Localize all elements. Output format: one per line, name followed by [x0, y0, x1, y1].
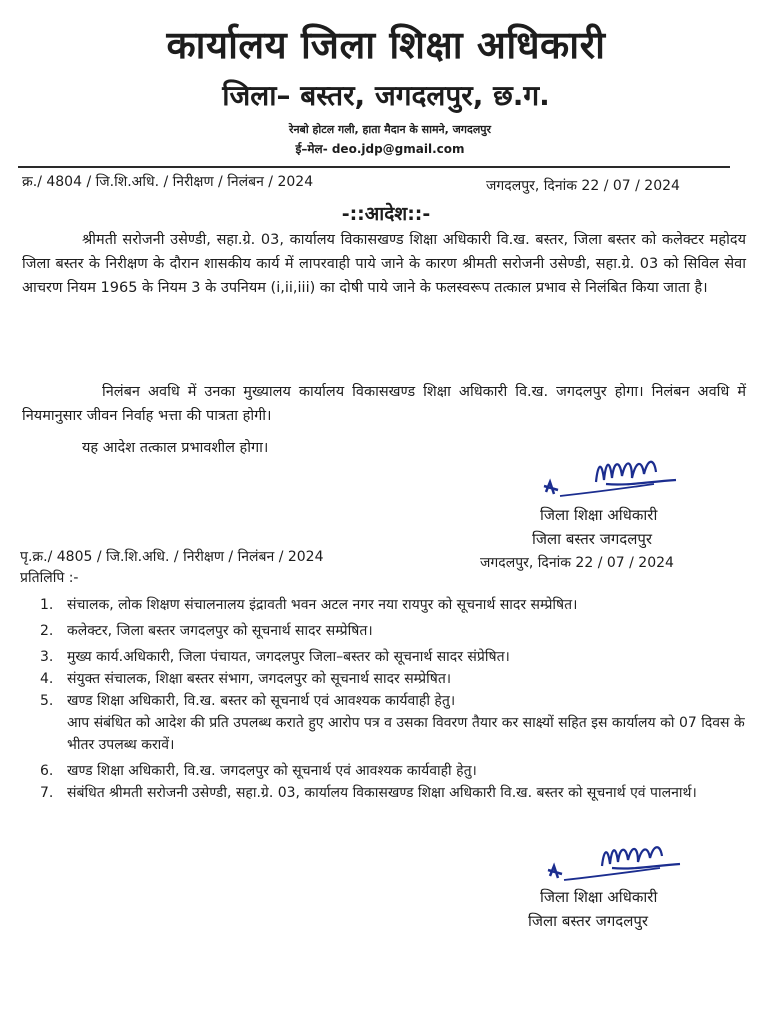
order-signatory-title: जिला शिक्षा अधिकारी	[540, 506, 658, 524]
office-address: रेनबो होटल गली, हाता मैदान के सामने, जगदलपुर	[288, 123, 492, 136]
district-line: जिला– बस्तर, जगदलपुर, छ.ग.	[222, 79, 550, 112]
list-item-text: खण्ड शिक्षा अधिकारी, वि.ख. बस्तर को सूचनार्थ एवं आवश्यक कार्यवाही हेतु।	[67, 693, 456, 709]
list-item-number: 2.	[40, 623, 54, 639]
list-item-number: 4.	[40, 671, 54, 687]
list-item	[40, 760, 740, 782]
order-heading: -::आदेश::-	[341, 203, 431, 225]
list-item	[40, 690, 745, 756]
copy-signatory-place: जिला बस्तर जगदलपुर	[528, 912, 649, 930]
signature-mark	[536, 452, 686, 502]
list-item-number: 7.	[40, 785, 54, 801]
order-signatory-place: जिला बस्तर जगदलपुर	[532, 530, 653, 548]
list-item	[40, 782, 740, 804]
order-date: जगदलपुर, दिनांक 22 / 07 / 2024	[486, 178, 680, 194]
list-item-number: 1.	[40, 597, 54, 613]
copy-signatory-title: जिला शिक्षा अधिकारी	[540, 888, 658, 906]
list-item-continuation: आप संबंधित को आदेश की प्रति उपलब्ध कराते हुए आरोप पत्र व उसका विवरण तैयार कर साक्ष्यों सहित इस कार्यालय को 07 दिवस के भीतर उपलब्ध करावें।	[67, 715, 745, 753]
order-paragraph-3: यह आदेश तत्काल प्रभावशील होगा।	[82, 440, 269, 456]
order-paragraph-1: श्रीमती सरोजनी उसेण्डी, सहा.ग्रे. 03, कार्यालय विकासखण्ड शिक्षा अधिकारी वि.ख. बस्तर, जिला बस्तर को कलेक्टर महोदय जिला बस्तर के निरीक्षण के दौरान शासकीय कार्य में लापरवाही पाये जाने के कारण श्रीमती सरोजनी उसेण्डी, सहा.ग्रे. 03 को सिविल सेवा आचरण नियम 1965 के नियम 3 के उपनियम (i,ii,iii) का दोषी पाये जाने के फलस्वरूप तत्काल प्रभाव से निलंबित किया जाता है।	[22, 232, 746, 296]
copy-date: जगदलपुर, दिनांक 22 / 07 / 2024	[480, 555, 674, 571]
office-email: ई–मेल- deo.jdp@gmail.com	[295, 142, 465, 156]
letterhead-divider	[18, 166, 730, 168]
list-item-text: खण्ड शिक्षा अधिकारी, वि.ख. जगदलपुर को सूचनार्थ एवं आवश्यक कार्यवाही हेतु।	[67, 763, 477, 779]
list-item-text: मुख्य कार्य.अधिकारी, जिला पंचायत, जगदलपुर जिला–बस्तर को सूचनार्थ सादर संप्रेषित।	[67, 649, 510, 665]
list-item-number: 3.	[40, 649, 54, 665]
list-item-text: कलेक्टर, जिला बस्तर जगदलपुर को सूचनार्थ सादर सम्प्रेषित।	[67, 623, 373, 639]
list-item	[40, 620, 740, 642]
list-item	[40, 668, 740, 690]
copy-reference: पृ.क्र./ 4805 / जि.शि.अधि. / निरीक्षण / निलंबन / 2024	[20, 549, 324, 565]
list-item-text: संयुक्त संचालक, शिक्षा बस्तर संभाग, जगदलपुर को सूचनार्थ सादर सम्प्रेषित।	[67, 671, 452, 687]
copy-list	[40, 594, 745, 804]
order-paragraph-2: निलंबन अवधि में उनका मुख्यालय कार्यालय विकासखण्ड शिक्षा अधिकारी वि.ख. जगदलपुर होगा। निलंबन अवधि में नियमानुसार जीवन निर्वाह भत्ता की पात्रता होगी।	[22, 384, 746, 424]
list-item-number: 5.	[40, 693, 54, 709]
office-title: कार्यालय जिला शिक्षा अधिकारी	[166, 23, 606, 67]
copy-heading: प्रतिलिपि :-	[20, 570, 79, 586]
order-reference: क्र./ 4804 / जि.शि.अधि. / निरीक्षण / निलंबन / 2024	[22, 174, 314, 190]
list-item	[40, 646, 740, 668]
list-item	[40, 594, 740, 616]
list-item-text: संबंधित श्रीमती सरोजनी उसेण्डी, सहा.ग्रे. 03, कार्यालय विकासखण्ड शिक्षा अधिकारी वि.ख. बस्तर को सूचनार्थ एवं पालनार्थ।	[67, 785, 697, 801]
list-item-number: 6.	[40, 763, 54, 779]
signature-mark	[540, 840, 690, 886]
list-item-text: संचालक, लोक शिक्षण संचालनालय इंद्रावती भवन अटल नगर नया रायपुर को सूचनार्थ सादर सम्प्रेषित।	[67, 597, 578, 613]
